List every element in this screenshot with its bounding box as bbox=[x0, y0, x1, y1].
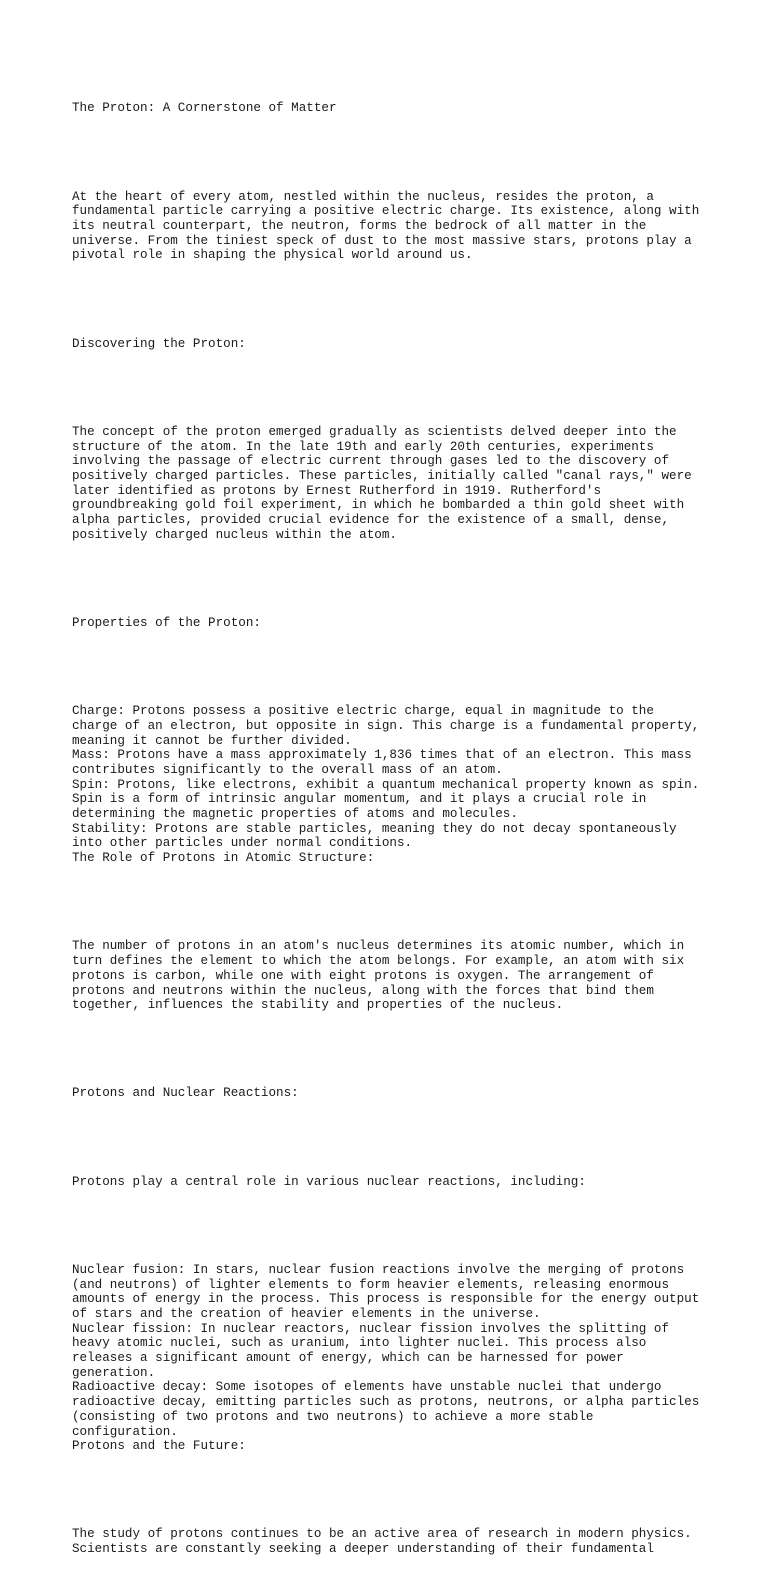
document-title: The Proton: A Cornerstone of Matter bbox=[72, 101, 337, 116]
paragraph-gap bbox=[72, 895, 732, 910]
paragraph-gap bbox=[72, 146, 732, 161]
section-heading-properties: Properties of the Proton: bbox=[72, 615, 261, 630]
atomic-structure-paragraph: The number of protons in an atom's nucleus determines its atomic number, which in turn defines the element to which the atom belongs. For example, an atom with six protons is carbon, while one with eight protons is oxygen. The arrangement of protons and neutrons within the nucleus, along with the forces that bind them together, influences the stability and properties of the nucleus. bbox=[72, 939, 685, 1013]
paragraph-gap bbox=[72, 1219, 732, 1234]
paragraph-gap bbox=[72, 660, 732, 675]
paragraph-gap bbox=[72, 1131, 732, 1146]
paragraph-gap bbox=[72, 572, 732, 587]
nuclear-reactions-list: Nuclear fusion: In stars, nuclear fusion reactions involve the merging of protons (and neutrons) of lighter elements to form heavier elements, releasing enormous amounts of energy in the process. This process is responsible for the energy output of stars and the creation of heavier elements in the universe. Nuclear fission: In nuclear reactors, nuclear fission involves the splitting of heavy atomic nuclei, such as uranium, into lighter nuclei. This process also releases a significant amount of energy, which can be harnessed for power generation. Radioactive decay: Some isotopes of elements have unstable nuclei that undergo radioactive decay, emitting particles such as protons, neutrons, or alpha particles (consisting of two protons and two neutrons) to achieve a more stable configuration. Protons and the Future: bbox=[72, 1262, 700, 1454]
paragraph-gap bbox=[72, 1483, 732, 1498]
future-paragraph: The study of protons continues to be an active area of research in modern physics. Scientists are constantly seeking a deeper understanding of their fundamental bbox=[72, 1527, 692, 1557]
section-heading-nuclear-reactions: Protons and Nuclear Reactions: bbox=[72, 1086, 299, 1101]
discovery-paragraph: The concept of the proton emerged gradually as scientists delved deeper into the structure of the atom. In the late 19th and early 20th centuries, experiments involving the passage of electric current through gases led to the discovery of positively charged particles. These particles, initially called "canal rays," were later identified as protons by Ernest Rutherford in 1919. Rutherford's groundbreaking gold foil experiment, in which he bombarded a thin gold sheet with alpha particles, provided crucial evidence for the existence of a small, dense, positively charged nucleus within the atom. bbox=[72, 424, 692, 542]
paragraph-gap bbox=[72, 381, 732, 396]
document-page bbox=[72, 72, 732, 1572]
paragraph-gap bbox=[72, 293, 732, 308]
section-heading-discovering: Discovering the Proton: bbox=[72, 336, 246, 351]
intro-paragraph: At the heart of every atom, nestled within the nucleus, resides the proton, a fundamental particle carrying a positive electric charge. Its existence, along with its neutral counterpart, the neutron, forms the bedrock of all matter in the universe. From the tiniest speck of dust to the most massive stars, protons play a pivotal role in shaping the physical world around us. bbox=[72, 189, 700, 263]
nuclear-reactions-intro: Protons play a central role in various nuclear reactions, including: bbox=[72, 1174, 586, 1189]
properties-list: Charge: Protons possess a positive electric charge, equal in magnitude to the charge of an electron, but opposite in sign. This charge is a fundamental property, meaning it cannot be further divided. Mass: Protons have a mass approximately 1,836 times that of an electron. This mass contributes significantly to the overall mass of an atom. Spin: Protons, like electrons, exhibit a quantum mechanical property known as spin. Spin is a form of intrinsic angular momentum, and it plays a crucial role in determining the magnetic properties of atoms and molecules. Stability: Protons are stable particles, meaning they do not decay spontaneously into other particles under normal conditions. The Role of Protons in Atomic Structure: bbox=[72, 704, 700, 866]
paragraph-gap bbox=[72, 1042, 732, 1057]
